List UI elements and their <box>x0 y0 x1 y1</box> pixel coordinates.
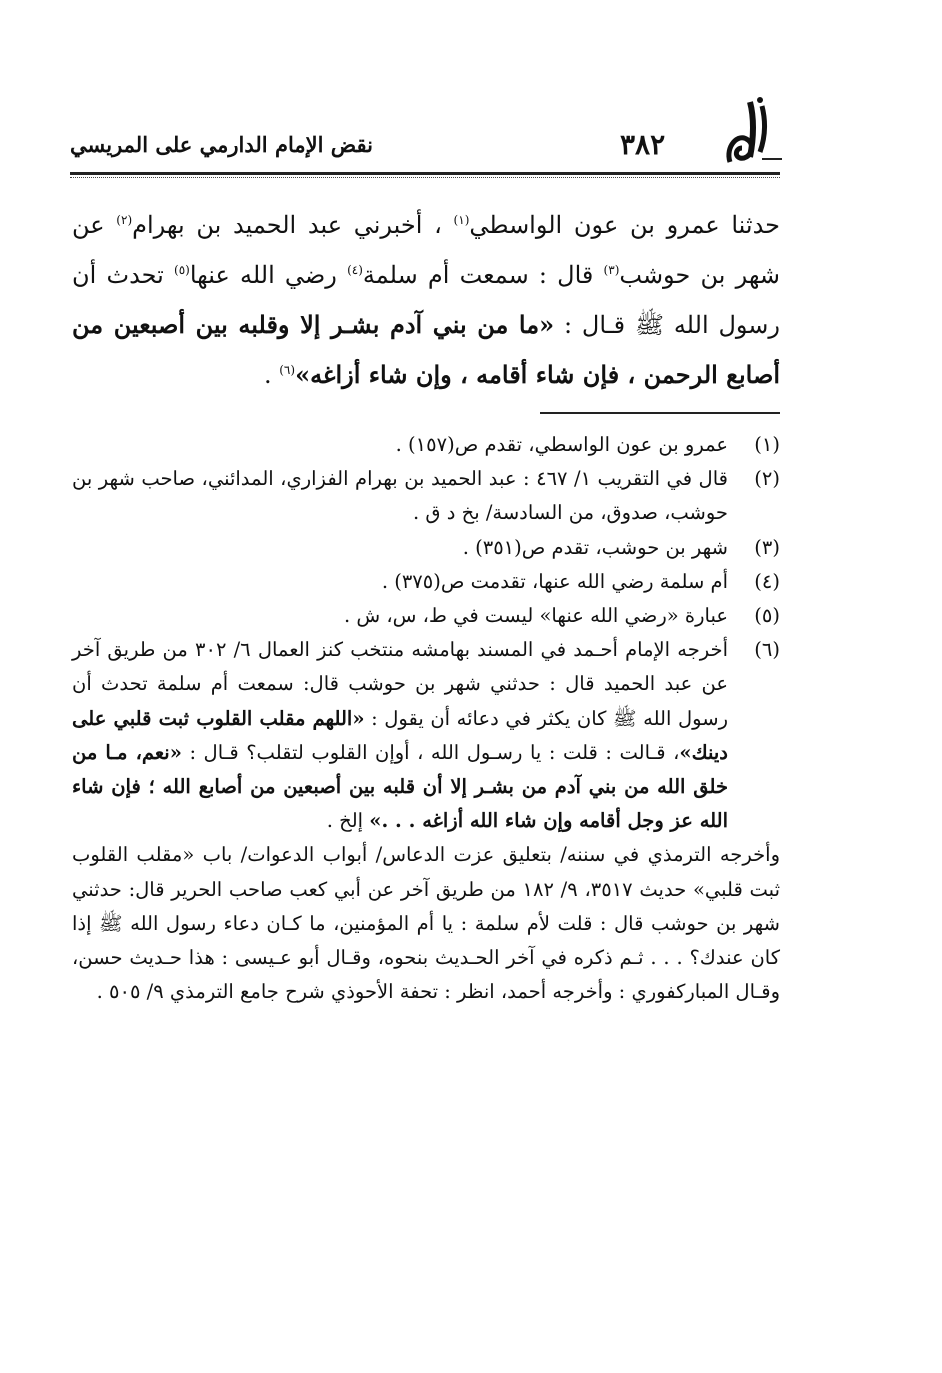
footnote-ref: (٣) <box>603 263 620 277</box>
footnote-number: (٤) <box>754 569 780 593</box>
footnote-number: (١) <box>754 433 780 456</box>
footnote-text: عبارة «رضي الله عنها» ليست في ط، س، ش . <box>343 604 728 628</box>
footnote-text: قال في التقريب ١/ ٤٦٧ : عبد الحميد بن بهرام الفزاري، المدائني، صاحب شهر بن حوشب، صدوق، من السادسة/ بخ د ق . <box>72 467 728 525</box>
footnote-text: ، قـالت : قلت : يا رسـول الله ، أوإن القلوب لتقلب؟ قـال : <box>181 740 680 764</box>
main-paragraph <box>72 200 780 400</box>
footnote-text: عمرو بن عون الواسطي، تقدم ص(١٥٧) . <box>395 433 728 456</box>
footnote-divider <box>540 412 780 414</box>
text-run: تحدث أن رسول الله ﷺ قـال : <box>72 261 780 339</box>
header-rule-stub <box>762 158 782 160</box>
footnote-text: أم سلمة رضي الله عنها، تقدمت ص(٣٧٥) . <box>381 569 728 593</box>
footnote-4 <box>72 565 780 599</box>
footnote-number: (٣) <box>754 535 780 559</box>
footnote-6-continuation: وأخرجه الترمذي في سننه/ بتعليق عزت الدعاس/ أبواب الدعوات/ باب «مقلب القلوب ثبت قلبي» حديث ٣٥١٧، ٩/ ١٨٢ من طريق آخر عن أبي كعب صاحب الحرير قال: حدثني شهر بن حوشب قال : قلت لأم سلمة : يا أم المؤمنين، ما كـان دعاء رسول الله ﷺ إذا كان عندك؟ . . . ثـم ذكره في آخر الحـديث بنحوه، وقـال أبو عـيسى : هذا حـديث حسن، وقـال المباركفوري : وأخرجه أحمد، انظر : تحفة الأحوذي شرح جامع الترمذي ٩/ ٥٠٥ . <box>72 843 780 1004</box>
footnote-text: أخرجه الإمام أحـمد في المسند بهامشه منتخب كنز العمال ٦/ ٣٠٢ من طريق آخر عن عبد الحميد قال : حدثني شهر بن حوشب قال: سمعت أم سلمة تحدث أن رسول الله ﷺ كان يكثر في دعائه أن يقول : <box>72 638 728 730</box>
footnote-number: (٥) <box>754 604 780 628</box>
running-title: نقض الإمام الدارمي على المريسي <box>70 132 373 157</box>
footnote-5 <box>72 599 780 633</box>
footnote-text: شهر بن حوشب، تقدم ص(٣٥١) . <box>462 535 728 559</box>
footnote-number: (٢) <box>754 467 780 491</box>
text-run: قال : سمعت أم سلمة <box>362 261 604 289</box>
footnote-2 <box>72 462 780 530</box>
calligraphy-emblem-icon <box>720 92 775 172</box>
text-run: رضي الله عنها <box>189 261 348 289</box>
footnote-ref: (٤) <box>347 263 363 277</box>
footnote-3 <box>72 531 780 565</box>
footnote-ref: (٢) <box>116 213 133 227</box>
header-rule-dotted <box>70 177 780 178</box>
text-run: حدثنا عمرو بن عون الواسطي <box>469 211 781 239</box>
footnote-ref: (٦) <box>279 363 296 377</box>
footnote-6 <box>72 633 780 838</box>
footnote-number: (٦) <box>754 638 780 662</box>
main-text <box>72 200 780 400</box>
text-run: ، أخبرني عبد الحميد بن بهرام <box>132 211 454 239</box>
footnote-text: إلخ . <box>326 809 370 833</box>
footnotes <box>72 428 780 1009</box>
text-run: عن شهر بن حوشب <box>72 211 780 289</box>
text-run: . <box>263 361 280 389</box>
header-rule <box>70 172 780 175</box>
footnote-ref: (٥) <box>174 263 190 277</box>
footnote-hadith: «نعم، مـا من خلق الله من بني آدم من بشـر إلا أن قلبه بين أصبعين من أصابع الله ؛ فإن شاء الله عز وجل أقامه وإن شاء الله أزاغه . . .» <box>72 740 728 833</box>
footnote-hadith: «اللهم مقلب القلوب ثبت قلبي على دينك» <box>72 706 728 764</box>
footnote-1 <box>72 428 780 462</box>
hadith-text: «ما من بني آدم بشـر إلا وقلبه بين أصبعين من أصابع الرحمن ، فإن شاء أقامه ، وإن شاء أزاغه» <box>72 310 780 389</box>
page-number: ٣٨٢ <box>620 128 666 161</box>
footnote-ref: (١) <box>453 213 470 227</box>
